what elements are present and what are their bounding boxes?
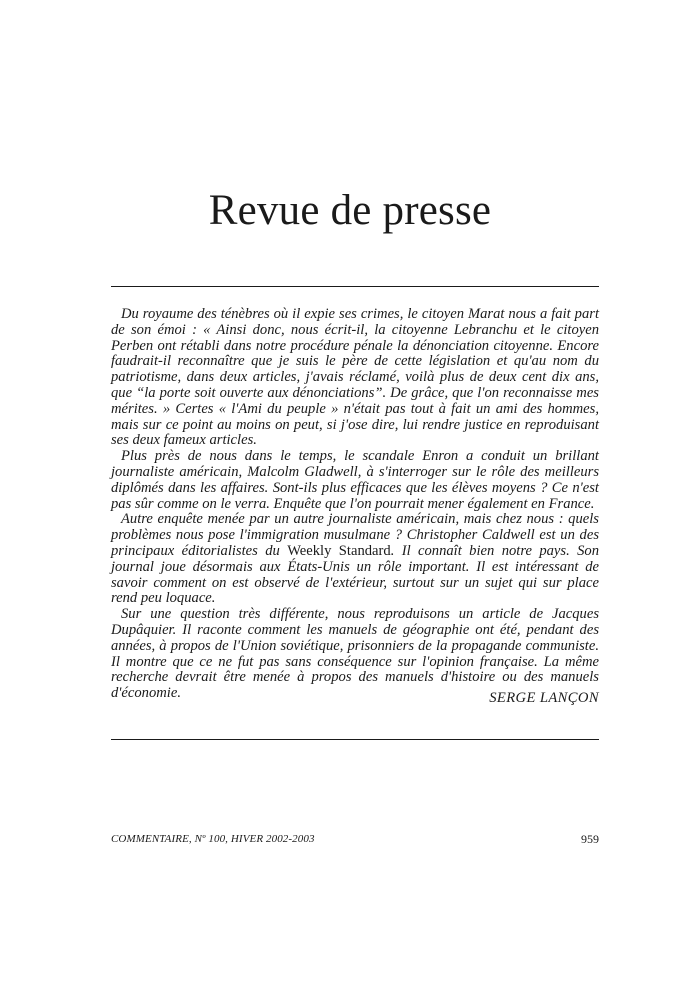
article-body <box>111 307 599 702</box>
journal-citation: COMMENTAIRE, Nº 100, HIVER 2002-2003 <box>111 833 315 845</box>
paragraph-marat: Du royaume des ténèbres où il expie ses crimes, le citoyen Marat nous a fait part de son émoi : « Ainsi donc, nous écrit-il, la citoyenne Lebranchu et le citoyen Perben ont rétabli dans notre procédure pénale la dénonciation citoyenne. Encore faudrait-il reconnaître que je suis le père de cette législation et qu'au nom du patriotisme, dans deux articles, j'avais réclamé, voilà plus de deux cent dix ans, que “la porte soit ouverte aux dénonciations”. De grâce, que l'on reconnaisse mes mérites. » Certes « l'Ami du peuple » n'était pas tout à fait un ami des hommes, mais sur ce point au moins on peut, si j'ose dire, lui rendre justice en reproduisant ses deux fameux articles. <box>111 306 599 449</box>
paragraph-immigration <box>111 512 599 607</box>
paragraph-geography-textbooks: Sur une question très différente, nous reproduisons un article de Jacques Dupâquier. Il raconte comment les manuels de géographie ont été, pendant des années, à propos de l'Union soviétique, prisonniers de la propagande communiste. Il montre que ce ne fut pas sans conséquence sur l'opinion française. La même recherche devrait être menée à propos des manuels d'histoire ou des manuels d'économie. <box>111 606 599 702</box>
top-divider <box>111 286 599 287</box>
paragraph-enron: Plus près de nous dans le temps, le scandale Enron a conduit un brillant journaliste américain, Malcolm Gladwell, à s'interroger sur le rôle des meilleurs diplômés dans les affaires. Sont-ils plus efficaces que les élèves moyens ? Ce n'est pas sûr comme on le verra. Enquête que l'on pourrait mener également en France. <box>111 448 599 512</box>
paragraph-immigration-text-start: Autre enquête menée par un autre journaliste américain, mais chez nous : quels problèmes nous pose l'immigration musulmane ? Christopher Caldwell est un des principaux éditorialistes du <box>111 511 599 559</box>
publication-name: Weekly Standard <box>287 542 391 559</box>
page-number: 959 <box>581 832 599 846</box>
bottom-divider <box>111 739 599 740</box>
author-signature: SERGE LANÇON <box>489 690 599 706</box>
paragraph-immigration-text-end: . Il connaît bien notre pays. Son journal joue désormais aux États-Unis un rôle important. Il est intéressant de savoir comment on est observé de l'extérieur, surtout sur un sujet qui sur place rend peu loquace. <box>111 542 600 607</box>
page-title: Revue de presse <box>208 187 492 234</box>
